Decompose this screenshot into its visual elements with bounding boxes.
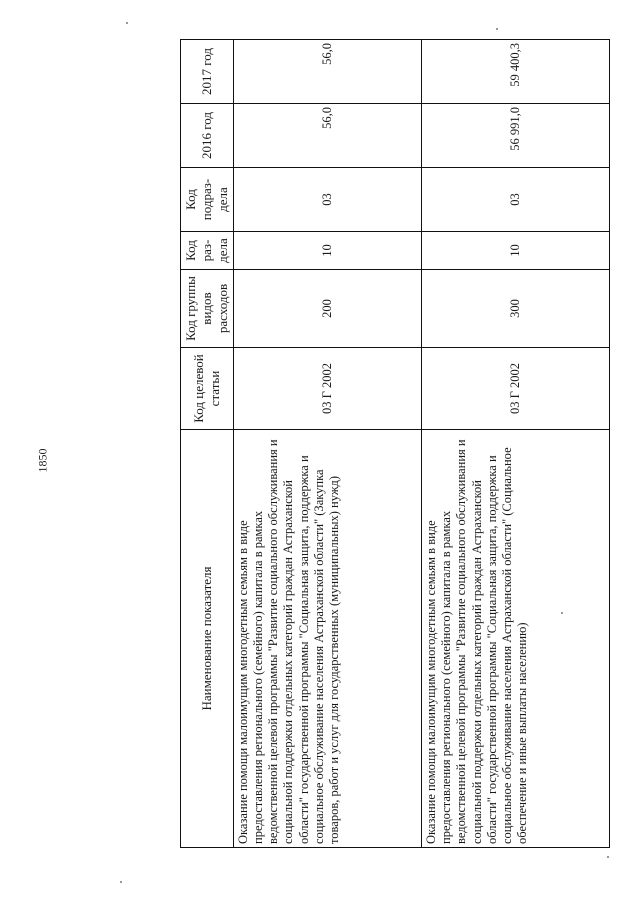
row-target-code: 03 Г 2002 <box>421 348 609 430</box>
header-target-code: Код целевой статьи <box>181 348 234 430</box>
scan-speck <box>120 881 122 883</box>
header-expense-group: Код группы видов расходов <box>181 270 234 348</box>
scan-speck <box>496 28 498 30</box>
scan-speck <box>607 856 609 858</box>
table-row <box>421 40 609 848</box>
row-year-2017: 56,0 <box>233 40 421 104</box>
row-name: Оказание помощи малоимущим многодетным семьям в виде предоставления регионального (семейного) капитала в рамках ведомственной целевой программы "Развитие социального обслуживания и социальной поддержки отдельных категорий граждан Астраханской области" государственной программы "Социальная защита, поддержка и социальное обслуживание населения Астраханской области" (Закупка товаров, работ и услуг для государственных (муниципальных) нужд) <box>233 430 421 848</box>
header-section: Код раз-дела <box>181 232 234 270</box>
header-year-2017: 2017 год <box>181 40 234 104</box>
row-subsection: 03 <box>233 168 421 232</box>
scan-speck <box>126 22 128 24</box>
row-section: 10 <box>421 232 609 270</box>
table-header-row <box>181 40 234 848</box>
row-year-2016: 56 991,0 <box>421 104 609 168</box>
header-name: Наименование показателя <box>181 430 234 848</box>
row-expense-group: 300 <box>421 270 609 348</box>
table-row <box>233 40 421 848</box>
header-year-2016: 2016 год <box>181 104 234 168</box>
row-name: Оказание помощи малоимущим многодетным семьям в виде предоставления регионального (семейного) капитала в рамках ведомственной целевой программы "Развитие социального обслуживания и социальной поддержки отдельных категорий граждан Астраханской области" государственной программы "Социальная защита, поддержка и социальное обслуживание населения Астраханской области" (Социальное обеспечение и иные выплаты населению) <box>421 430 609 848</box>
row-subsection: 03 <box>421 168 609 232</box>
row-expense-group: 200 <box>233 270 421 348</box>
budget-table <box>180 39 610 848</box>
row-section: 10 <box>233 232 421 270</box>
row-target-code: 03 Г 2002 <box>233 348 421 430</box>
row-year-2017: 59 400,3 <box>421 40 609 104</box>
page-number-text: 1850 <box>35 448 50 472</box>
header-subsection: Код подраз-дела <box>181 168 234 232</box>
row-year-2016: 56,0 <box>233 104 421 168</box>
rotated-table-container <box>180 40 610 848</box>
page-number <box>33 440 53 480</box>
